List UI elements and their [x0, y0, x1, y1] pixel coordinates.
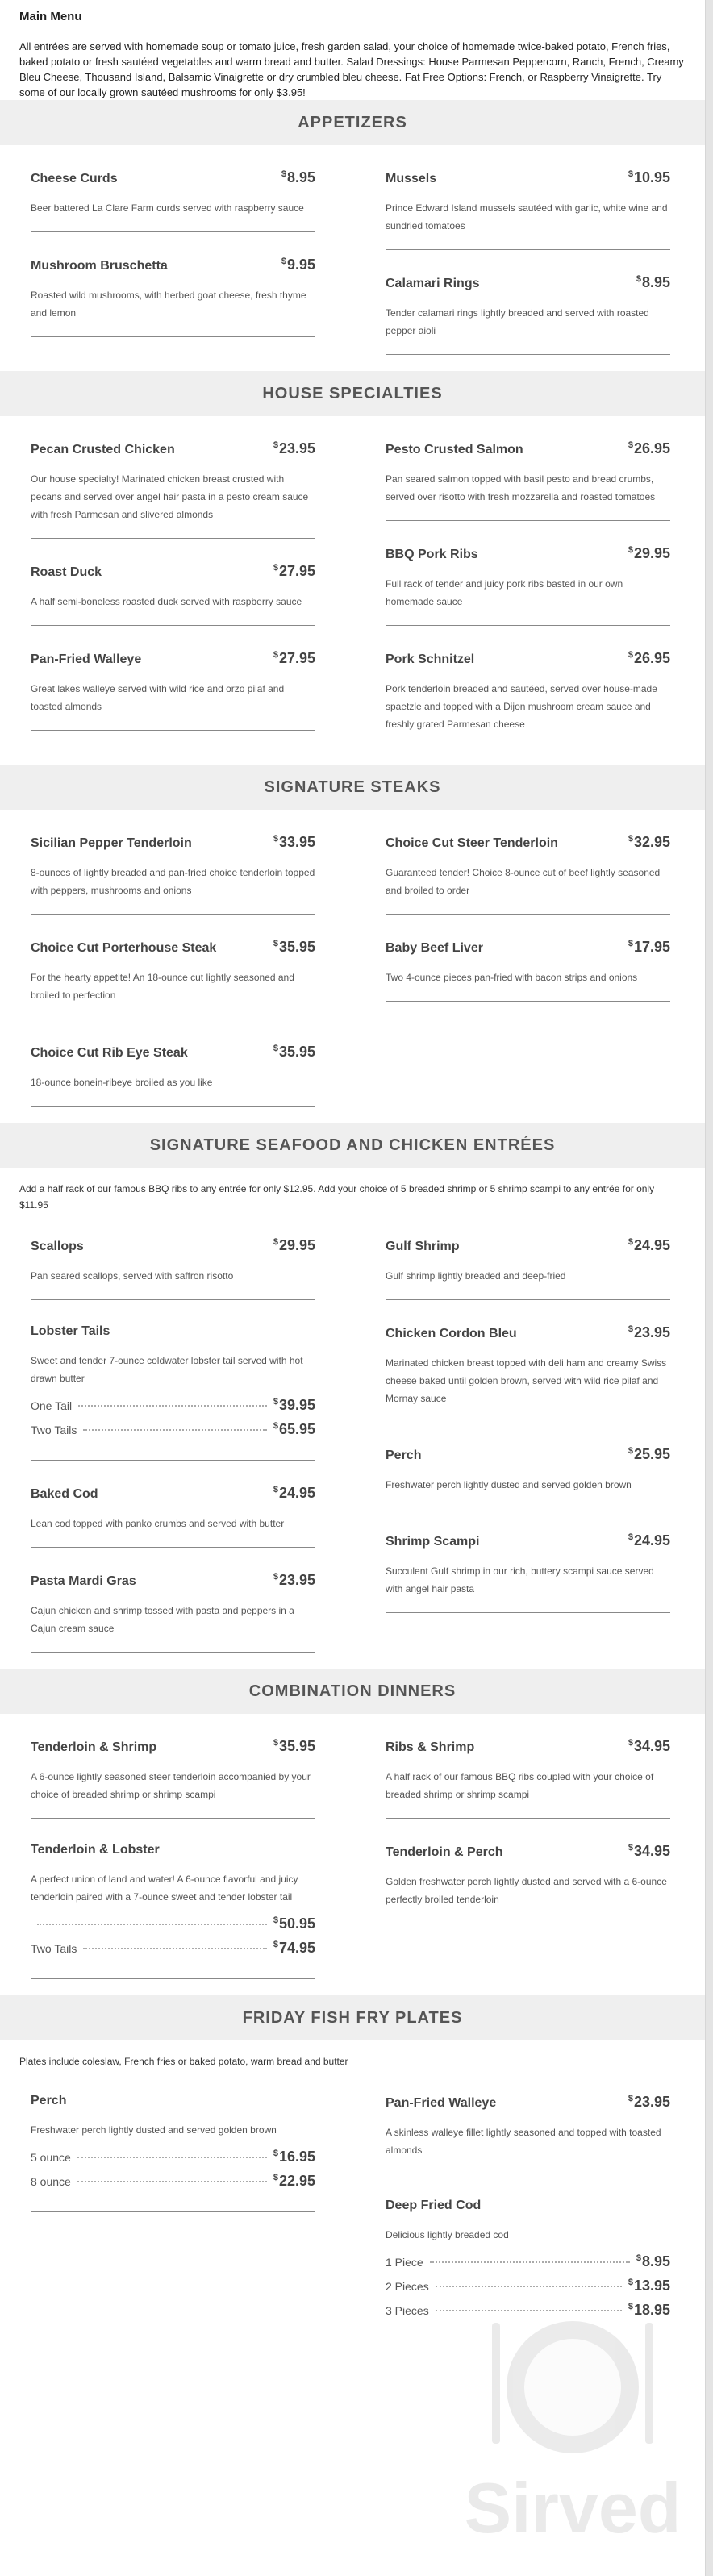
- menu-item: [31, 1548, 315, 1653]
- price-value: 23.95: [633, 1324, 670, 1340]
- section-items: [0, 810, 705, 1123]
- price-option-row: [31, 2149, 315, 2173]
- dot-leader: [37, 1924, 267, 1925]
- item-price: [628, 1738, 670, 1755]
- menu-item: [31, 416, 315, 539]
- currency-symbol: $: [273, 1485, 278, 1494]
- menu-item: [31, 810, 315, 915]
- menu-item-header: [386, 440, 670, 457]
- price-value: 35.95: [278, 939, 315, 955]
- currency-symbol: $: [628, 440, 633, 450]
- menu-item-header: [386, 1446, 670, 1463]
- currency-symbol: $: [273, 1915, 278, 1925]
- menu-item-header: [386, 169, 670, 186]
- price-option-row: [386, 2278, 670, 2302]
- price-value: 16.95: [278, 2149, 315, 2165]
- menu-item-name: Pecan Crusted Chicken: [31, 443, 175, 456]
- menu-item-name: Cheese Curds: [31, 172, 118, 185]
- menu-column: [386, 1213, 670, 1653]
- menu-item: [31, 145, 315, 232]
- section-title: FRIDAY FISH FRY PLATES: [0, 1995, 705, 2040]
- currency-symbol: $: [628, 1237, 633, 1247]
- item-price: [628, 169, 670, 186]
- menu-item-description: Sweet and tender 7-ounce coldwater lobster tail served with hot drawn butter: [31, 1355, 303, 1384]
- currency-symbol: $: [273, 563, 278, 573]
- currency-symbol: $: [628, 1446, 633, 1456]
- currency-symbol: $: [273, 1738, 278, 1748]
- option-price: [273, 1940, 315, 1957]
- section-title: APPETIZERS: [0, 100, 705, 145]
- menu-item-description: A 6-ounce lightly seasoned steer tenderloin accompanied by your choice of breaded shrimp or shrimp scampi: [31, 1771, 311, 1800]
- menu-item-description: Our house specialty! Marinated chicken breast crusted with pecans and served over angel hair pasta in a pesto cream sauce with fresh Parmesan and slivered almonds: [31, 473, 309, 520]
- menu-item: [386, 810, 670, 915]
- price-value: 24.95: [633, 1237, 670, 1253]
- menu-item: [386, 1819, 670, 1923]
- currency-symbol: $: [628, 939, 633, 948]
- menu-item: [31, 1019, 315, 1107]
- section-items: [0, 1213, 705, 1669]
- item-price: [628, 1532, 670, 1549]
- section-note: Add a half rack of our famous BBQ ribs to any entrée for only $12.95. Add your choice of 5 breaded shrimp or 5 shrimp scampi to any entrée for only $11.95: [19, 1183, 655, 1211]
- price-value: 23.95: [278, 440, 315, 456]
- dot-leader: [83, 1429, 267, 1431]
- price-value: 18.95: [633, 2302, 670, 2318]
- price-value: 24.95: [278, 1485, 315, 1501]
- option-label: 5 ounce: [31, 2151, 71, 2164]
- menu-item: [386, 2070, 670, 2174]
- item-price: [628, 2094, 670, 2111]
- menu-item: [386, 416, 670, 521]
- menu-item-name: Shrimp Scampi: [386, 1535, 480, 1549]
- menu-item: [386, 1508, 670, 1613]
- menu-item-description: 8-ounces of lightly breaded and pan-fried choice tenderloin topped with peppers, mushrooms and onions: [31, 867, 315, 896]
- option-label: Two Tails: [31, 1423, 77, 1436]
- item-price: [273, 563, 315, 580]
- menu-item-header: [386, 834, 670, 851]
- menu-item-header: [386, 939, 670, 956]
- item-price: [628, 834, 670, 851]
- item-price: [273, 1572, 315, 1589]
- menu-column: [386, 416, 670, 748]
- menu-item: [31, 626, 315, 731]
- price-value: 26.95: [633, 440, 670, 456]
- menu-item-description: Two 4-ounce pieces pan-fried with bacon strips and onions: [386, 972, 638, 983]
- menu-item-name: Tenderloin & Perch: [386, 1845, 503, 1859]
- section-items: [0, 1714, 705, 1995]
- currency-symbol: $: [273, 2149, 278, 2158]
- menu-item-name: Pan-Fried Walleye: [31, 652, 142, 666]
- currency-symbol: $: [628, 1532, 633, 1542]
- menu-item-header: [386, 2199, 670, 2213]
- price-option-row: [386, 2302, 670, 2326]
- menu-item-description: Freshwater perch lightly dusted and served golden brown: [386, 1479, 632, 1490]
- price-options: [31, 1915, 315, 1964]
- menu-item-name: Pesto Crusted Salmon: [386, 443, 523, 456]
- menu-item-name: Calamari Rings: [386, 277, 480, 290]
- item-price: [273, 1485, 315, 1502]
- currency-symbol: $: [636, 274, 641, 284]
- menu-item: [386, 626, 670, 748]
- item-price: [281, 169, 315, 186]
- menu-item-description: Delicious lightly breaded cod: [386, 2229, 509, 2240]
- menu-item-header: [31, 256, 315, 273]
- menu-item-name: Gulf Shrimp: [386, 1240, 460, 1253]
- currency-symbol: $: [628, 834, 633, 844]
- option-label: One Tail: [31, 1399, 73, 1412]
- menu-item-name: Deep Fried Cod: [386, 2199, 482, 2212]
- option-label: 1 Piece: [386, 2256, 423, 2269]
- item-price: [628, 440, 670, 457]
- option-label: 3 Pieces: [386, 2304, 429, 2317]
- menu-item-name: Mushroom Bruschetta: [31, 259, 168, 273]
- currency-symbol: $: [273, 939, 278, 948]
- menu-item-header: [386, 1237, 670, 1254]
- menu-item-header: [31, 1485, 315, 1502]
- price-option-row: [31, 1421, 315, 1445]
- item-price: [628, 939, 670, 956]
- menu-item-description: Pan seared scallops, served with saffron risotto: [31, 1270, 234, 1282]
- menu-item: [386, 1714, 670, 1819]
- price-value: 8.95: [641, 274, 670, 290]
- price-value: 27.95: [278, 563, 315, 579]
- menu-item: [386, 521, 670, 626]
- price-value: 25.95: [633, 1446, 670, 1462]
- menu-item: [31, 1714, 315, 1819]
- section-items: [0, 2070, 705, 2357]
- item-price: [273, 1044, 315, 1061]
- price-value: 29.95: [633, 545, 670, 561]
- option-price: [273, 2173, 315, 2190]
- menu-item: [386, 250, 670, 355]
- price-option-row: [31, 2173, 315, 2197]
- menu-item-description: Cajun chicken and shrimp tossed with pasta and peppers in a Cajun cream sauce: [31, 1605, 294, 1634]
- dot-leader: [83, 1948, 267, 1949]
- menu-item: [31, 915, 315, 1019]
- menu-item-name: Scallops: [31, 1240, 84, 1253]
- menu-column: [31, 810, 315, 1107]
- section-title: HOUSE SPECIALTIES: [0, 371, 705, 416]
- currency-symbol: $: [628, 545, 633, 555]
- currency-symbol: $: [281, 169, 286, 179]
- menu-item-name: Perch: [31, 2094, 67, 2107]
- item-price: [628, 650, 670, 667]
- price-value: 23.95: [633, 2094, 670, 2110]
- option-label: 2 Pieces: [386, 2280, 429, 2293]
- menu-item-name: Lobster Tails: [31, 1324, 110, 1338]
- menu-column: [31, 1213, 315, 1653]
- menu-item-name: Pan-Fried Walleye: [386, 2096, 497, 2110]
- option-price: [273, 2149, 315, 2165]
- watermark-text: Sirved: [464, 2468, 682, 2548]
- currency-symbol: $: [273, 1940, 278, 1949]
- option-price: [273, 1397, 315, 1414]
- menu-item: [386, 915, 670, 1002]
- dot-leader: [77, 2181, 267, 2182]
- section-items: [0, 145, 705, 371]
- menu-item-description: Marinated chicken breast topped with deli ham and creamy Swiss cheese baked until golden brown, served with wild rice pilaf and Mornay sauce: [386, 1357, 667, 1404]
- option-label: Two Tails: [31, 1942, 77, 1955]
- menu-item: [386, 1213, 670, 1300]
- currency-symbol: $: [628, 2278, 633, 2287]
- menu-item-name: Pork Schnitzel: [386, 652, 475, 666]
- menu-item: [386, 1422, 670, 1508]
- menu-item-description: A skinless walleye fillet lightly seasoned and topped with toasted almonds: [386, 2127, 661, 2156]
- menu-item: [31, 539, 315, 626]
- item-price: [628, 1843, 670, 1860]
- price-option-row: [386, 2253, 670, 2278]
- menu-item-description: Pan seared salmon topped with basil pesto and bread crumbs, served over risotto with fresh mozzarella and roasted tomatoes: [386, 473, 656, 502]
- intro-text: All entrées are served with homemade soup or tomato juice, fresh garden salad, your choice of homemade twice-baked potato, French fries, baked potato or fresh sautéed vegetables and warm bread and butter. Salad Dressings: House Parmesan Peppercorn, Ranch, French, Creamy Bleu Cheese, Thousand Island, Balsamic Vinaigrette or dry crumbled bleu cheese. Fat Free Options: French, or Raspberry Vinaigrette. Try some of our locally grown sautéed mushrooms for only $3.95!: [19, 40, 684, 98]
- menu-item: [31, 232, 315, 337]
- menu-item-header: [31, 939, 315, 956]
- option-price: [636, 2253, 670, 2270]
- menu-item-description: Beer battered La Clare Farm curds served with raspberry sauce: [31, 202, 304, 214]
- section-title: COMBINATION DINNERS: [0, 1669, 705, 1714]
- currency-symbol: $: [273, 1397, 278, 1407]
- menu-item-description: Pork tenderloin breaded and sautéed, served over house-made spaetzle and topped with a Dijon mushroom cream sauce and freshly grated Parmesan cheese: [386, 683, 657, 730]
- menu-item-header: [386, 1532, 670, 1549]
- price-value: 35.95: [278, 1044, 315, 1060]
- menu-item-name: Choice Cut Rib Eye Steak: [31, 1046, 188, 1060]
- item-price: [273, 939, 315, 956]
- menu-item-description: Gulf shrimp lightly breaded and deep-fried: [386, 1270, 566, 1282]
- menu-column: [31, 145, 315, 355]
- menu-item-name: Chicken Cordon Bleu: [386, 1327, 517, 1340]
- menu-item-header: [31, 563, 315, 580]
- price-value: 32.95: [633, 834, 670, 850]
- menu-sections: [0, 100, 705, 2357]
- dot-leader: [77, 2157, 267, 2158]
- menu-item-header: [386, 274, 670, 291]
- price-value: 23.95: [278, 1572, 315, 1588]
- menu-item-description: A half semi-boneless roasted duck served with raspberry sauce: [31, 596, 302, 607]
- menu-item-name: Choice Cut Porterhouse Steak: [31, 941, 217, 955]
- menu-item-description: A half rack of our famous BBQ ribs coupled with your choice of breaded shrimp or shrimp scampi: [386, 1771, 654, 1800]
- menu-item-name: Baked Cod: [31, 1487, 98, 1501]
- item-price: [628, 1324, 670, 1341]
- menu-item-header: [31, 1237, 315, 1254]
- price-value: 17.95: [633, 939, 670, 955]
- dot-leader: [436, 2286, 622, 2287]
- dot-leader: [78, 1405, 267, 1407]
- item-price: [628, 1237, 670, 1254]
- price-value: 50.95: [278, 1915, 315, 1932]
- currency-symbol: $: [636, 2253, 641, 2263]
- menu-item-header: [386, 545, 670, 562]
- scrollbar[interactable]: [705, 0, 713, 2576]
- menu-item: [31, 1461, 315, 1548]
- price-value: 34.95: [633, 1843, 670, 1859]
- menu-item-name: Mussels: [386, 172, 437, 185]
- option-price: [273, 1915, 315, 1932]
- price-options: [386, 2253, 670, 2326]
- menu-column: [386, 145, 670, 355]
- menu-item-name: Tenderloin & Shrimp: [31, 1740, 157, 1754]
- currency-symbol: $: [628, 650, 633, 660]
- menu-item-description: Freshwater perch lightly dusted and served golden brown: [31, 2124, 277, 2136]
- menu-item-description: Great lakes walleye served with wild rice and orzo pilaf and toasted almonds: [31, 683, 285, 712]
- item-price: [636, 274, 670, 291]
- price-options: [31, 2149, 315, 2197]
- currency-symbol: $: [273, 1044, 278, 1053]
- item-price: [273, 650, 315, 667]
- price-value: 8.95: [641, 2253, 670, 2270]
- menu-item: [386, 145, 670, 250]
- menu-item-header: [386, 1843, 670, 1860]
- menu-item-description: For the hearty appetite! An 18-ounce cut lightly seasoned and broiled to perfection: [31, 972, 294, 1001]
- menu-item-header: [31, 650, 315, 667]
- menu-column: [386, 1714, 670, 1979]
- currency-symbol: $: [281, 256, 286, 266]
- currency-symbol: $: [273, 1237, 278, 1247]
- currency-symbol: $: [273, 2173, 278, 2182]
- menu-item-name: Ribs & Shrimp: [386, 1740, 475, 1754]
- menu-item-name: Perch: [386, 1448, 422, 1462]
- dot-leader: [430, 2261, 630, 2263]
- option-price: [273, 1421, 315, 1438]
- menu-column: [31, 2070, 315, 2340]
- menu-item-header: [386, 650, 670, 667]
- item-price: [273, 1738, 315, 1755]
- menu-item-header: [31, 834, 315, 851]
- menu-item: [31, 1213, 315, 1300]
- item-price: [281, 256, 315, 273]
- price-option-row: [31, 1940, 315, 1964]
- currency-symbol: $: [273, 834, 278, 844]
- currency-symbol: $: [273, 440, 278, 450]
- menu-item-header: [31, 1738, 315, 1755]
- menu-item-header: [386, 2094, 670, 2111]
- currency-symbol: $: [273, 1421, 278, 1431]
- price-value: 29.95: [278, 1237, 315, 1253]
- menu-item: [386, 1300, 670, 1422]
- currency-symbol: $: [273, 1572, 278, 1582]
- menu-item-description: Tender calamari rings lightly breaded and served with roasted pepper aioli: [386, 307, 649, 336]
- price-value: 27.95: [278, 650, 315, 666]
- option-price: [628, 2278, 670, 2295]
- menu-item-header: [386, 1738, 670, 1755]
- price-options: [31, 1397, 315, 1445]
- menu-item: [386, 2174, 670, 2340]
- price-value: 65.95: [278, 1421, 315, 1437]
- menu-item-header: [31, 1324, 315, 1339]
- price-value: 74.95: [278, 1940, 315, 1956]
- menu-item-name: Baby Beef Liver: [386, 941, 483, 955]
- menu-item-header: [31, 1572, 315, 1589]
- price-value: 8.95: [286, 169, 315, 185]
- menu-item-header: [31, 1843, 315, 1857]
- menu-item-description: Full rack of tender and juicy pork ribs basted in our own homemade sauce: [386, 578, 623, 607]
- item-price: [273, 440, 315, 457]
- price-value: 10.95: [633, 169, 670, 185]
- item-price: [273, 1237, 315, 1254]
- menu-item-name: Sicilian Pepper Tenderloin: [31, 836, 192, 850]
- menu-item-name: Tenderloin & Lobster: [31, 1843, 160, 1857]
- dot-leader: [436, 2310, 622, 2311]
- menu-item: [31, 1300, 315, 1461]
- price-value: 26.95: [633, 650, 670, 666]
- menu-item-description: Golden freshwater perch lightly dusted and served with a 6-ounce perfectly broiled tenderloin: [386, 1876, 667, 1905]
- price-option-row: [31, 1397, 315, 1421]
- item-price: [273, 834, 315, 851]
- menu-item-header: [31, 169, 315, 186]
- option-label: 8 ounce: [31, 2175, 71, 2188]
- section-items: [0, 416, 705, 765]
- price-value: 35.95: [278, 1738, 315, 1754]
- price-value: 39.95: [278, 1397, 315, 1413]
- menu-item-description: Guaranteed tender! Choice 8-ounce cut of beef lightly seasoned and broiled to order: [386, 867, 661, 896]
- menu-item-description: Succulent Gulf shrimp in our rich, buttery scampi sauce served with angel hair pasta: [386, 1565, 654, 1594]
- intro: [0, 0, 705, 100]
- menu-item: [31, 1819, 315, 1979]
- menu-item-description: A perfect union of land and water! A 6-ounce flavorful and juicy tenderloin paired with a 7-ounce sweet and tender lobster tail: [31, 1874, 298, 1903]
- menu-item-header: [31, 2094, 315, 2108]
- menu-column: [386, 810, 670, 1107]
- menu-item-name: Pasta Mardi Gras: [31, 1574, 136, 1588]
- item-price: [628, 1446, 670, 1463]
- price-option-row: [31, 1915, 315, 1940]
- menu-column: [31, 416, 315, 748]
- option-price: [628, 2302, 670, 2319]
- section-title: SIGNATURE SEAFOOD AND CHICKEN ENTRÉES: [0, 1123, 705, 1168]
- currency-symbol: $: [628, 1843, 633, 1853]
- price-value: 34.95: [633, 1738, 670, 1754]
- section-title: SIGNATURE STEAKS: [0, 765, 705, 810]
- price-value: 33.95: [278, 834, 315, 850]
- menu-column: [386, 2070, 670, 2340]
- menu-column: [31, 1714, 315, 1979]
- currency-symbol: $: [628, 1324, 633, 1334]
- section-note: Plates include coleslaw, French fries or baked potato, warm bread and butter: [19, 2056, 348, 2067]
- currency-symbol: $: [273, 650, 278, 660]
- menu-item-header: [31, 1044, 315, 1061]
- menu-item-description: Roasted wild mushrooms, with herbed goat cheese, fresh thyme and lemon: [31, 290, 306, 319]
- price-value: 22.95: [278, 2173, 315, 2189]
- menu-item-description: Prince Edward Island mussels sautéed with garlic, white wine and sundried tomatoes: [386, 202, 668, 231]
- currency-symbol: $: [628, 169, 633, 179]
- menu-item-name: BBQ Pork Ribs: [386, 548, 478, 561]
- page-title: Main Menu: [19, 10, 82, 23]
- menu-item-name: Choice Cut Steer Tenderloin: [386, 836, 558, 850]
- menu-item-name: Roast Duck: [31, 565, 102, 579]
- menu-item-header: [31, 440, 315, 457]
- price-value: 24.95: [633, 1532, 670, 1549]
- currency-symbol: $: [628, 2302, 633, 2311]
- price-value: 13.95: [633, 2278, 670, 2294]
- menu-item-description: 18-ounce bonein-ribeye broiled as you like: [31, 1077, 213, 1088]
- price-value: 9.95: [286, 256, 315, 273]
- menu-item: [31, 2070, 315, 2212]
- menu-item-description: Lean cod topped with panko crumbs and served with butter: [31, 1518, 285, 1529]
- menu-item-header: [386, 1324, 670, 1341]
- currency-symbol: $: [628, 2094, 633, 2103]
- currency-symbol: $: [628, 1738, 633, 1748]
- item-price: [628, 545, 670, 562]
